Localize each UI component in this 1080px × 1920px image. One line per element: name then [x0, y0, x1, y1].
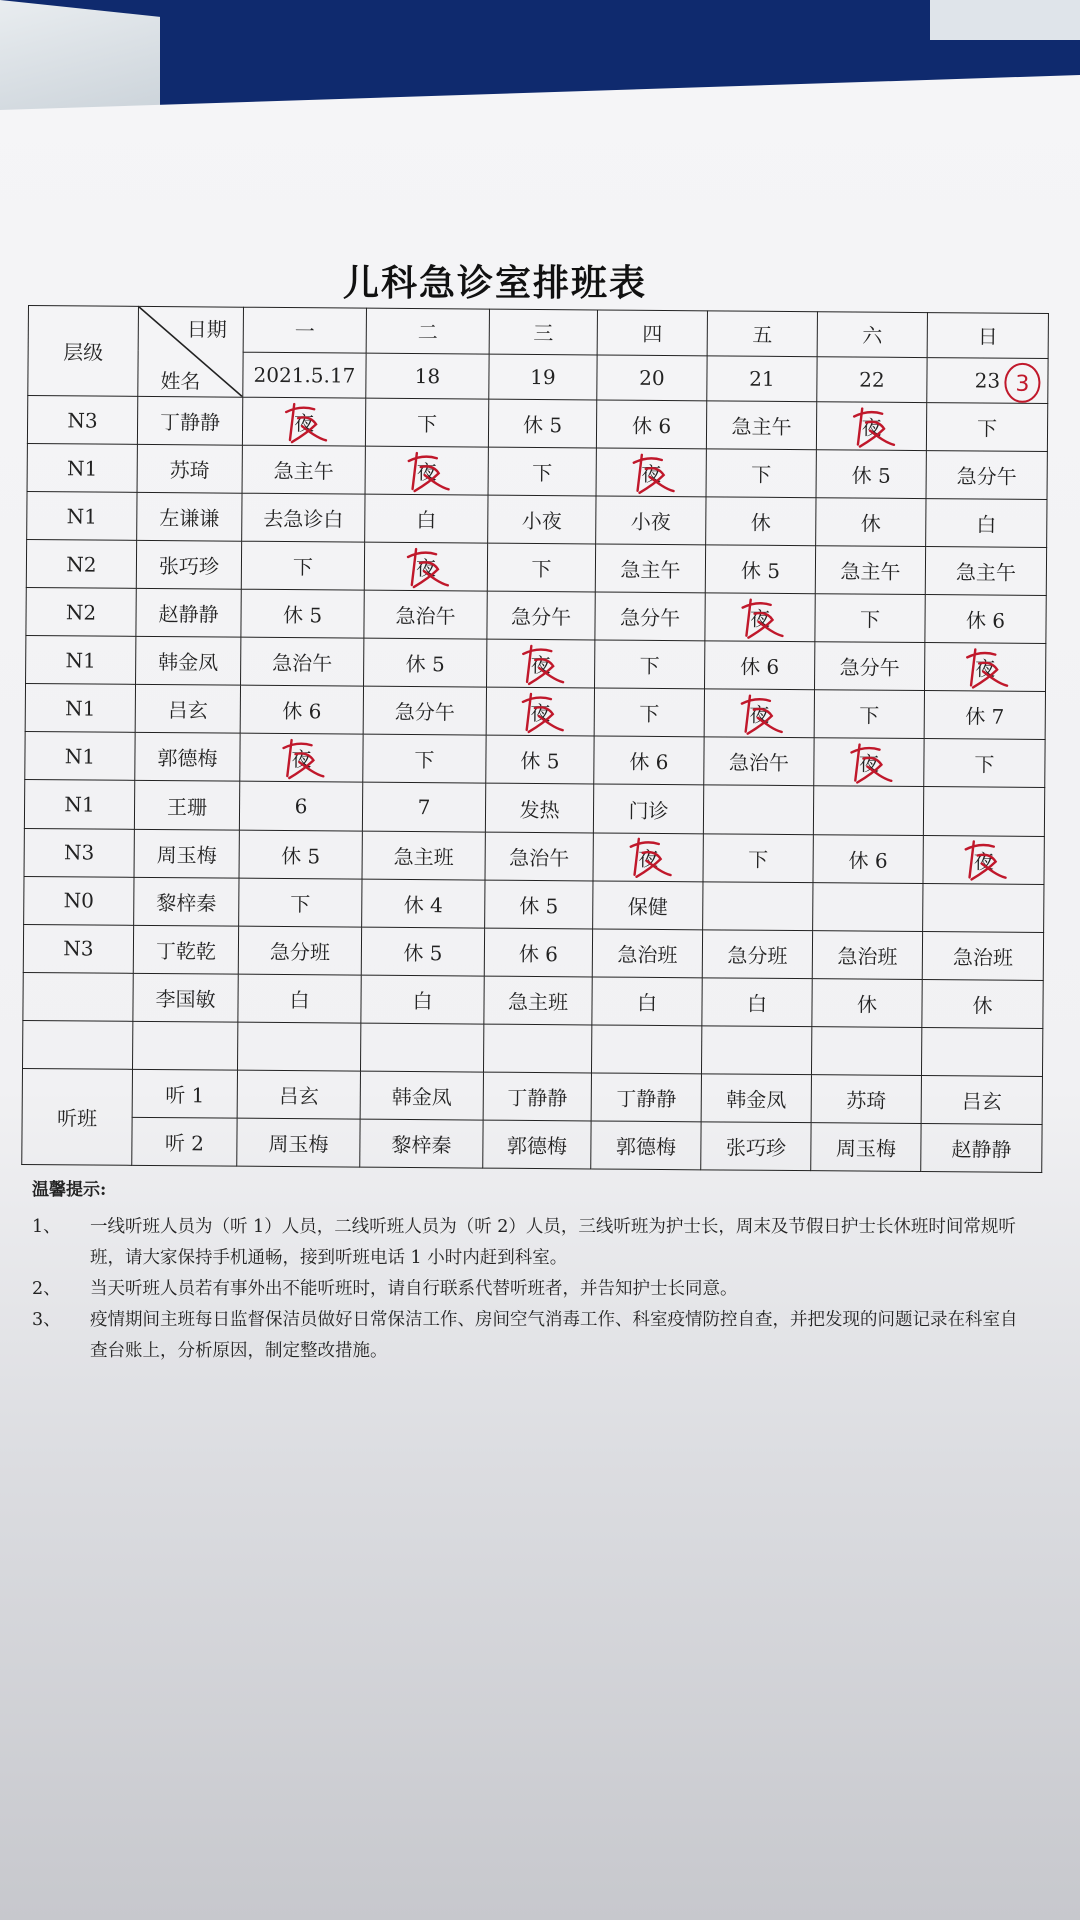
- handwritten-night-mark: [735, 691, 783, 735]
- shift-cell: 急分午: [595, 592, 705, 641]
- shift-cell: [483, 1024, 591, 1073]
- shift-cell: [811, 1026, 921, 1075]
- shift-cell: 夜: [705, 593, 815, 642]
- tips-heading: 温馨提示:: [32, 1180, 107, 1200]
- shift-cell: 急治午: [364, 590, 487, 639]
- shift-cell: 休 5: [816, 450, 926, 499]
- shift-cell: 下: [924, 739, 1045, 788]
- shift-cell: 夜: [924, 643, 1045, 692]
- table-row: [25, 732, 1045, 788]
- shift-cell: [237, 1022, 360, 1071]
- shift-cell: 休 5: [364, 638, 487, 687]
- handwritten-night-mark: [847, 404, 895, 448]
- table-row: [26, 588, 1046, 644]
- table-row: [25, 684, 1045, 740]
- oncall-person: 郭德梅: [591, 1121, 701, 1170]
- shift-cell: 休 6: [484, 928, 592, 977]
- page-title: 儿科急诊室排班表: [342, 262, 647, 304]
- svg-text:3: 3: [1015, 371, 1030, 397]
- shift-cell: 7: [362, 783, 485, 832]
- level-cell: N2: [26, 588, 136, 637]
- shift-cell: [813, 882, 923, 931]
- shift-cell: 下: [487, 543, 595, 592]
- shift-cell: 6: [239, 782, 362, 831]
- date-header: 22: [817, 357, 927, 403]
- level-cell: N3: [27, 395, 137, 444]
- shift-cell: 夜: [242, 397, 365, 446]
- weekday-header: 二: [366, 308, 489, 354]
- table-row: [27, 492, 1047, 548]
- name-cell: 丁静静: [137, 396, 242, 445]
- shift-cell: 夜: [487, 639, 595, 688]
- level-cell: N1: [24, 780, 134, 829]
- table-row: [23, 924, 1043, 980]
- tips-section: [32, 1175, 1032, 1367]
- date-label: 日期: [186, 317, 227, 342]
- shift-cell: 休: [816, 498, 926, 547]
- tip-text: 当天听班人员若有事外出不能听班时，请自行联系代替听班者，并告知护士长同意。: [90, 1279, 738, 1299]
- shift-cell: 急治班: [592, 929, 702, 978]
- shift-cell: 急主午: [815, 546, 925, 595]
- tip-item: [32, 1212, 1032, 1274]
- shift-cell: 休: [922, 979, 1043, 1028]
- shift-cell: 去急诊白: [242, 493, 365, 542]
- name-cell: 左谦谦: [137, 492, 242, 541]
- shift-cell: 休 6: [925, 595, 1046, 644]
- shift-cell: 夜: [923, 835, 1044, 884]
- shift-cell: 急治午: [241, 637, 364, 686]
- level-header: 层级: [28, 306, 139, 397]
- date-header: 23 3: [927, 358, 1048, 404]
- date-header: 2021.5.17: [243, 352, 366, 398]
- handwritten-night-mark: [517, 642, 565, 686]
- tip-item: [32, 1305, 1032, 1367]
- shift-cell: 急分午: [363, 686, 486, 735]
- date-header: 19: [489, 354, 597, 400]
- name-cell: 周玉梅: [134, 829, 239, 878]
- oncall-person: 丁静静: [483, 1072, 591, 1121]
- oncall-person: 周玉梅: [237, 1118, 360, 1167]
- date-header: 21: [707, 356, 817, 402]
- handwritten-night-mark: [402, 545, 450, 589]
- shift-cell: 保健: [593, 881, 703, 930]
- shift-cell: 急分午: [926, 451, 1047, 500]
- oncall-person: 黎梓秦: [360, 1119, 483, 1168]
- shift-cell: 急主班: [484, 976, 592, 1025]
- level-cell: [23, 972, 133, 1021]
- table-row: [27, 395, 1047, 451]
- shift-cell: 夜: [593, 832, 703, 881]
- tip-text: 疫情期间主班每日监督保洁员做好日常保洁工作、房间空气消毒工作、科室疫情防控自查，并把发现的问题记录在科室自查台账上，分析原因，制定整改措施。: [90, 1310, 1018, 1361]
- shift-cell: 急分午: [815, 642, 925, 691]
- shift-cell: 下: [703, 833, 813, 882]
- table-row: [23, 1020, 1043, 1076]
- handwritten-night-mark: [845, 740, 893, 784]
- shift-cell: 休 5: [241, 589, 364, 638]
- shift-cell: 夜: [364, 542, 487, 591]
- shift-cell: 下: [365, 398, 488, 447]
- shift-cell: 白: [592, 977, 702, 1026]
- shift-cell: 急主午: [706, 401, 816, 450]
- table-row: [24, 828, 1044, 884]
- tip-text: 一线听班人员为（听 1）人员，二线听班人员为（听 2）人员，三线听班为护士长，周末及节假日护士长休班时间常规听班，请大家保持手机通畅，接到听班电话 1 小时内赶到科室。: [90, 1217, 1016, 1268]
- shift-cell: 急主午: [242, 445, 365, 494]
- oncall-person: 郭德梅: [483, 1120, 591, 1169]
- shift-cell: 门诊: [593, 784, 703, 833]
- handwritten-night-mark: [403, 449, 451, 493]
- table-row: [26, 540, 1046, 596]
- table-row: [24, 876, 1044, 932]
- shift-cell: 休 5: [485, 880, 593, 929]
- shift-cell: 白: [365, 494, 488, 543]
- shift-cell: 白: [926, 499, 1047, 548]
- name-cell: 王珊: [134, 781, 239, 830]
- shift-cell: 夜: [814, 738, 924, 787]
- shift-cell: 休 5: [486, 736, 594, 785]
- level-cell: N1: [27, 492, 137, 541]
- shift-cell: 急治午: [704, 737, 814, 786]
- shift-cell: 休: [812, 978, 922, 1027]
- handwritten-night-mark: [736, 595, 784, 639]
- shift-cell: 下: [241, 541, 364, 590]
- shift-cell: 休 6: [813, 834, 923, 883]
- level-cell: N1: [25, 684, 135, 733]
- name-cell: 赵静静: [136, 589, 241, 638]
- shift-cell: 急主班: [362, 831, 485, 880]
- name-cell: 郭德梅: [135, 733, 240, 782]
- level-cell: N1: [26, 636, 136, 685]
- name-cell: 吕玄: [135, 685, 240, 734]
- table-row: [26, 636, 1046, 692]
- shift-cell: [923, 883, 1044, 932]
- shift-cell: 急治班: [922, 931, 1043, 980]
- name-cell: [133, 1021, 238, 1070]
- date-name-header: [138, 306, 244, 397]
- oncall-person: 吕玄: [921, 1075, 1042, 1124]
- level-cell: N1: [27, 444, 137, 493]
- shift-cell: 下: [706, 449, 816, 498]
- schedule-table: [21, 305, 1049, 1173]
- name-cell: 张巧珍: [136, 541, 241, 590]
- shift-cell: 夜: [240, 734, 363, 783]
- handwritten-night-mark: [960, 837, 1008, 881]
- tip-number: 2、: [32, 1279, 61, 1299]
- shift-cell: 下: [488, 447, 596, 496]
- oncall-person: 韩金凤: [360, 1071, 483, 1120]
- table-row: [27, 444, 1047, 500]
- tips-list: [32, 1212, 1032, 1367]
- shift-cell: 白: [238, 974, 361, 1023]
- shift-cell: 急分班: [238, 926, 361, 975]
- shift-cell: 休 5: [488, 399, 596, 448]
- background-corner: [930, 0, 1080, 40]
- shift-cell: 夜: [704, 689, 814, 738]
- level-cell: N1: [25, 732, 135, 781]
- name-cell: 韩金凤: [136, 637, 241, 686]
- shift-cell: 急主午: [595, 544, 705, 593]
- weekday-header: 六: [817, 312, 927, 358]
- name-cell: 黎梓秦: [134, 877, 239, 926]
- shift-cell: 小夜: [488, 495, 596, 544]
- weekday-header: 四: [597, 310, 707, 356]
- shift-cell: 急分班: [702, 929, 812, 978]
- level-cell: N3: [24, 828, 134, 877]
- shift-cell: 小夜: [596, 496, 706, 545]
- oncall-person: 周玉梅: [811, 1123, 921, 1172]
- shift-cell: 下: [363, 735, 486, 784]
- table-row: [24, 780, 1044, 836]
- weekday-header: 一: [243, 307, 366, 353]
- shift-cell: 休 6: [705, 641, 815, 690]
- oncall-slot: 听 1: [132, 1069, 237, 1118]
- shift-cell: 下: [926, 403, 1047, 452]
- tip-number: 3、: [32, 1310, 61, 1330]
- shift-cell: 下: [814, 690, 924, 739]
- shift-cell: 休 4: [362, 879, 485, 928]
- tip-number: 1、: [32, 1217, 61, 1237]
- shift-cell: 下: [815, 594, 925, 643]
- weekday-header: 日: [927, 313, 1048, 359]
- shift-cell: 夜: [596, 448, 706, 497]
- shift-cell: [703, 881, 813, 930]
- shift-cell: 急分午: [487, 591, 595, 640]
- shift-cell: 下: [239, 878, 362, 927]
- name-cell: 丁乾乾: [133, 925, 238, 974]
- oncall-person: 韩金凤: [701, 1074, 811, 1123]
- level-cell: N3: [23, 924, 133, 973]
- oncall-person: 丁静静: [591, 1073, 701, 1122]
- shift-cell: [360, 1023, 483, 1072]
- oncall-row: [22, 1116, 1042, 1172]
- shift-cell: 休: [706, 497, 816, 546]
- shift-cell: 白: [361, 975, 484, 1024]
- handwritten-night-mark: [624, 835, 672, 879]
- shift-cell: 夜: [486, 687, 594, 736]
- oncall-slot: 听 2: [132, 1117, 237, 1166]
- shift-cell: 急治班: [812, 930, 922, 979]
- oncall-row: [22, 1068, 1042, 1124]
- shift-cell: 休 6: [594, 736, 704, 785]
- oncall-person: 赵静静: [921, 1123, 1042, 1172]
- shift-cell: 休 6: [596, 400, 706, 449]
- level-cell: [23, 1020, 133, 1069]
- shift-cell: 休 5: [361, 927, 484, 976]
- oncall-person: 张巧珍: [701, 1122, 811, 1171]
- shift-cell: 发热: [485, 784, 593, 833]
- oncall-person: 苏琦: [811, 1075, 921, 1124]
- shift-cell: [813, 786, 923, 835]
- handwritten-night-mark: [961, 645, 1009, 689]
- date-header: 18: [366, 353, 489, 399]
- shift-cell: 下: [594, 688, 704, 737]
- name-cell: 李国敏: [133, 973, 238, 1022]
- shift-cell: 下: [595, 640, 705, 689]
- handwritten-night-mark: [280, 399, 328, 443]
- shift-cell: 夜: [816, 402, 926, 451]
- shift-cell: 休 5: [705, 545, 815, 594]
- shift-cell: 白: [702, 978, 812, 1027]
- shift-cell: [591, 1025, 701, 1074]
- handwritten-night-mark: [277, 736, 325, 780]
- shift-cell: 休 6: [240, 686, 363, 735]
- table-row: [23, 972, 1043, 1028]
- shift-cell: 休 5: [239, 830, 362, 879]
- handwritten-circle-note: [1001, 359, 1043, 405]
- handwritten-night-mark: [516, 690, 564, 734]
- level-cell: N2: [26, 540, 136, 589]
- shift-cell: 急治午: [485, 832, 593, 881]
- shift-cell: [921, 1027, 1042, 1076]
- level-cell: N0: [24, 876, 134, 925]
- shift-cell: [703, 785, 813, 834]
- shift-cell: 急主午: [925, 547, 1046, 596]
- oncall-label: 听班: [22, 1068, 133, 1165]
- name-cell: 苏琦: [137, 444, 242, 493]
- shift-cell: [701, 1026, 811, 1075]
- weekday-header: 三: [489, 309, 597, 355]
- name-label: 姓名: [160, 369, 201, 394]
- shift-cell: [923, 787, 1044, 836]
- weekday-header: 五: [707, 311, 817, 357]
- tip-item: [32, 1274, 1032, 1305]
- shift-cell: 休 7: [924, 691, 1045, 740]
- shift-cell: 夜: [365, 446, 488, 495]
- handwritten-night-mark: [627, 450, 675, 494]
- oncall-person: 吕玄: [237, 1070, 360, 1119]
- date-header: 20: [597, 355, 707, 401]
